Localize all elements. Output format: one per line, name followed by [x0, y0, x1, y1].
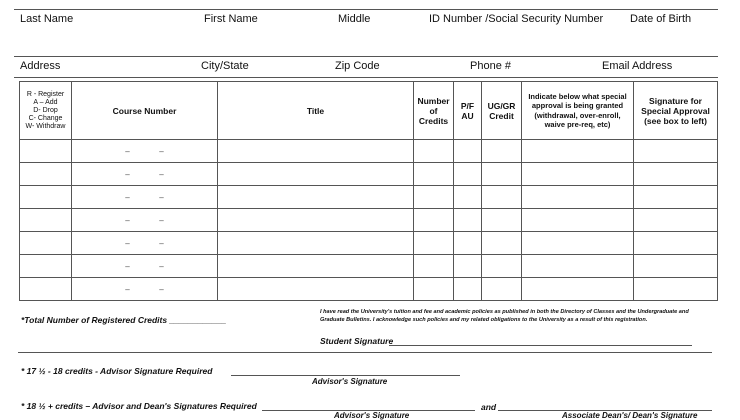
course-number-header: Course Number — [72, 82, 218, 140]
course-number-cell[interactable] — [72, 209, 218, 232]
title-cell[interactable] — [218, 209, 414, 232]
special-approval-header: Indicate below what special approval is being granted (withdrawal, over-enroll, waive pre-req, etc) — [522, 82, 634, 140]
credits-cell[interactable] — [414, 278, 454, 301]
ug-gr-cell[interactable] — [482, 186, 522, 209]
code-add: A – Add — [33, 98, 58, 106]
course-dash: – — [125, 169, 130, 179]
ug-gr-cell[interactable] — [482, 232, 522, 255]
advisor-signature-caption: Advisor's Signature — [312, 377, 388, 386]
signature-header: Signature for Special Approval (see box to left) — [634, 82, 718, 140]
title-cell[interactable] — [218, 278, 414, 301]
table-row — [20, 278, 718, 301]
title-header: Title — [218, 82, 414, 140]
ug-gr-cell[interactable] — [482, 278, 522, 301]
table-row — [20, 232, 718, 255]
action-code-cell[interactable] — [20, 140, 72, 163]
and-label: and — [481, 402, 497, 412]
total-credits-label: *Total Number of Registered Credits ____________ — [21, 315, 227, 325]
row2-rule — [14, 77, 718, 78]
pf-au-cell[interactable] — [454, 140, 482, 163]
ug-gr-cell[interactable] — [482, 140, 522, 163]
course-dash: – — [159, 215, 164, 225]
course-dash: – — [125, 261, 130, 271]
action-codes-header — [20, 82, 72, 140]
code-withdraw: W- Withdraw — [25, 122, 66, 130]
course-number-cell[interactable] — [72, 140, 218, 163]
course-dash: – — [159, 261, 164, 271]
course-number-cell[interactable] — [72, 278, 218, 301]
phone-label: Phone # — [470, 60, 511, 72]
course-number-cell[interactable] — [72, 255, 218, 278]
pf-au-header: P/F AU — [454, 82, 482, 140]
pf-au-cell[interactable] — [454, 186, 482, 209]
credits-cell[interactable] — [414, 209, 454, 232]
course-number-cell[interactable] — [72, 163, 218, 186]
course-dash: – — [159, 238, 164, 248]
table-header — [20, 82, 718, 140]
course-dash: – — [159, 146, 164, 156]
course-number-cell[interactable] — [72, 186, 218, 209]
pf-au-cell[interactable] — [454, 209, 482, 232]
table-row — [20, 163, 718, 186]
signature-cell[interactable] — [634, 163, 718, 186]
special-approval-cell[interactable] — [522, 232, 634, 255]
table-body — [20, 140, 718, 301]
credits-cell[interactable] — [414, 232, 454, 255]
course-dash: – — [125, 146, 130, 156]
dean-signature-caption: Associate Dean's/ Dean's Signature — [562, 411, 698, 420]
last-name-label: Last Name — [20, 13, 74, 25]
credits-cell[interactable] — [414, 163, 454, 186]
special-approval-cell[interactable] — [522, 186, 634, 209]
table-row — [20, 255, 718, 278]
advisor-signature-line[interactable] — [231, 375, 460, 376]
course-dash: – — [125, 238, 130, 248]
course-number-cell[interactable] — [72, 232, 218, 255]
special-approval-cell[interactable] — [522, 209, 634, 232]
pf-au-cell[interactable] — [454, 163, 482, 186]
id-number-label: ID Number /Social Security Number — [429, 13, 604, 25]
dob-label: Date of Birth — [630, 13, 692, 25]
first-name-label: First Name — [204, 13, 258, 25]
special-approval-cell[interactable] — [522, 255, 634, 278]
action-code-cell[interactable] — [20, 232, 72, 255]
credits-cell[interactable] — [414, 186, 454, 209]
signature-cell[interactable] — [634, 278, 718, 301]
ug-gr-header: UG/GR Credit — [482, 82, 522, 140]
row1-rule — [14, 56, 718, 57]
signature-cell[interactable] — [634, 209, 718, 232]
email-label: Email Address — [602, 60, 673, 72]
dean-required-label: * 18 ½ + credits – Advisor and Dean's Signatures Required — [21, 401, 257, 411]
code-drop: D- Drop — [33, 106, 58, 114]
special-approval-cell[interactable] — [522, 140, 634, 163]
ug-gr-cell[interactable] — [482, 209, 522, 232]
signature-cell[interactable] — [634, 140, 718, 163]
student-signature-label: Student Signature — [320, 336, 394, 346]
pf-au-cell[interactable] — [454, 255, 482, 278]
pf-au-cell[interactable] — [454, 278, 482, 301]
table-row — [20, 140, 718, 163]
middle-label: Middle — [338, 13, 371, 25]
action-code-cell[interactable] — [20, 186, 72, 209]
section-rule — [18, 352, 712, 353]
advisor-required-label: * 17 ½ - 18 credits - Advisor Signature Required — [21, 366, 213, 376]
course-dash: – — [159, 192, 164, 202]
special-approval-cell[interactable] — [522, 163, 634, 186]
course-dash: – — [159, 169, 164, 179]
address-label: Address — [20, 60, 61, 72]
course-dash: – — [125, 215, 130, 225]
table-row — [20, 186, 718, 209]
student-signature-line[interactable] — [389, 345, 692, 346]
title-cell[interactable] — [218, 232, 414, 255]
zip-label: Zip Code — [335, 60, 380, 72]
signature-cell[interactable] — [634, 232, 718, 255]
course-table — [19, 81, 718, 301]
action-code-cell[interactable] — [20, 255, 72, 278]
code-register: R - Register — [26, 90, 65, 98]
city-state-label: City/State — [201, 60, 249, 72]
course-dash: – — [159, 284, 164, 294]
title-cell[interactable] — [218, 163, 414, 186]
credits-cell[interactable] — [414, 255, 454, 278]
action-code-cell[interactable] — [20, 163, 72, 186]
credits-cell[interactable] — [414, 140, 454, 163]
special-approval-cell[interactable] — [522, 278, 634, 301]
action-code-cell[interactable] — [20, 209, 72, 232]
signature-cell[interactable] — [634, 186, 718, 209]
ug-gr-cell[interactable] — [482, 255, 522, 278]
title-cell[interactable] — [218, 186, 414, 209]
title-cell[interactable] — [218, 255, 414, 278]
policy-line-2: Graduate Bulletins. I acknowledge such policies and my related obligations to the University as a result of this registration. — [320, 317, 648, 323]
top-rule — [14, 9, 718, 10]
policy-line-1: I have read the University's tuition and fee and academic policies as published in both the Directory of Classes and the Undergraduate and — [320, 309, 689, 315]
course-dash: – — [125, 284, 130, 294]
title-cell[interactable] — [218, 140, 414, 163]
table-row — [20, 209, 718, 232]
pf-au-cell[interactable] — [454, 232, 482, 255]
signature-cell[interactable] — [634, 255, 718, 278]
code-change: C- Change — [28, 114, 63, 122]
policy-statement — [320, 308, 720, 324]
credits-header: Number of Credits — [414, 82, 454, 140]
action-code-cell[interactable] — [20, 278, 72, 301]
advisor-signature-caption-2: Advisor's Signature — [334, 411, 410, 420]
ug-gr-cell[interactable] — [482, 163, 522, 186]
course-dash: – — [125, 192, 130, 202]
